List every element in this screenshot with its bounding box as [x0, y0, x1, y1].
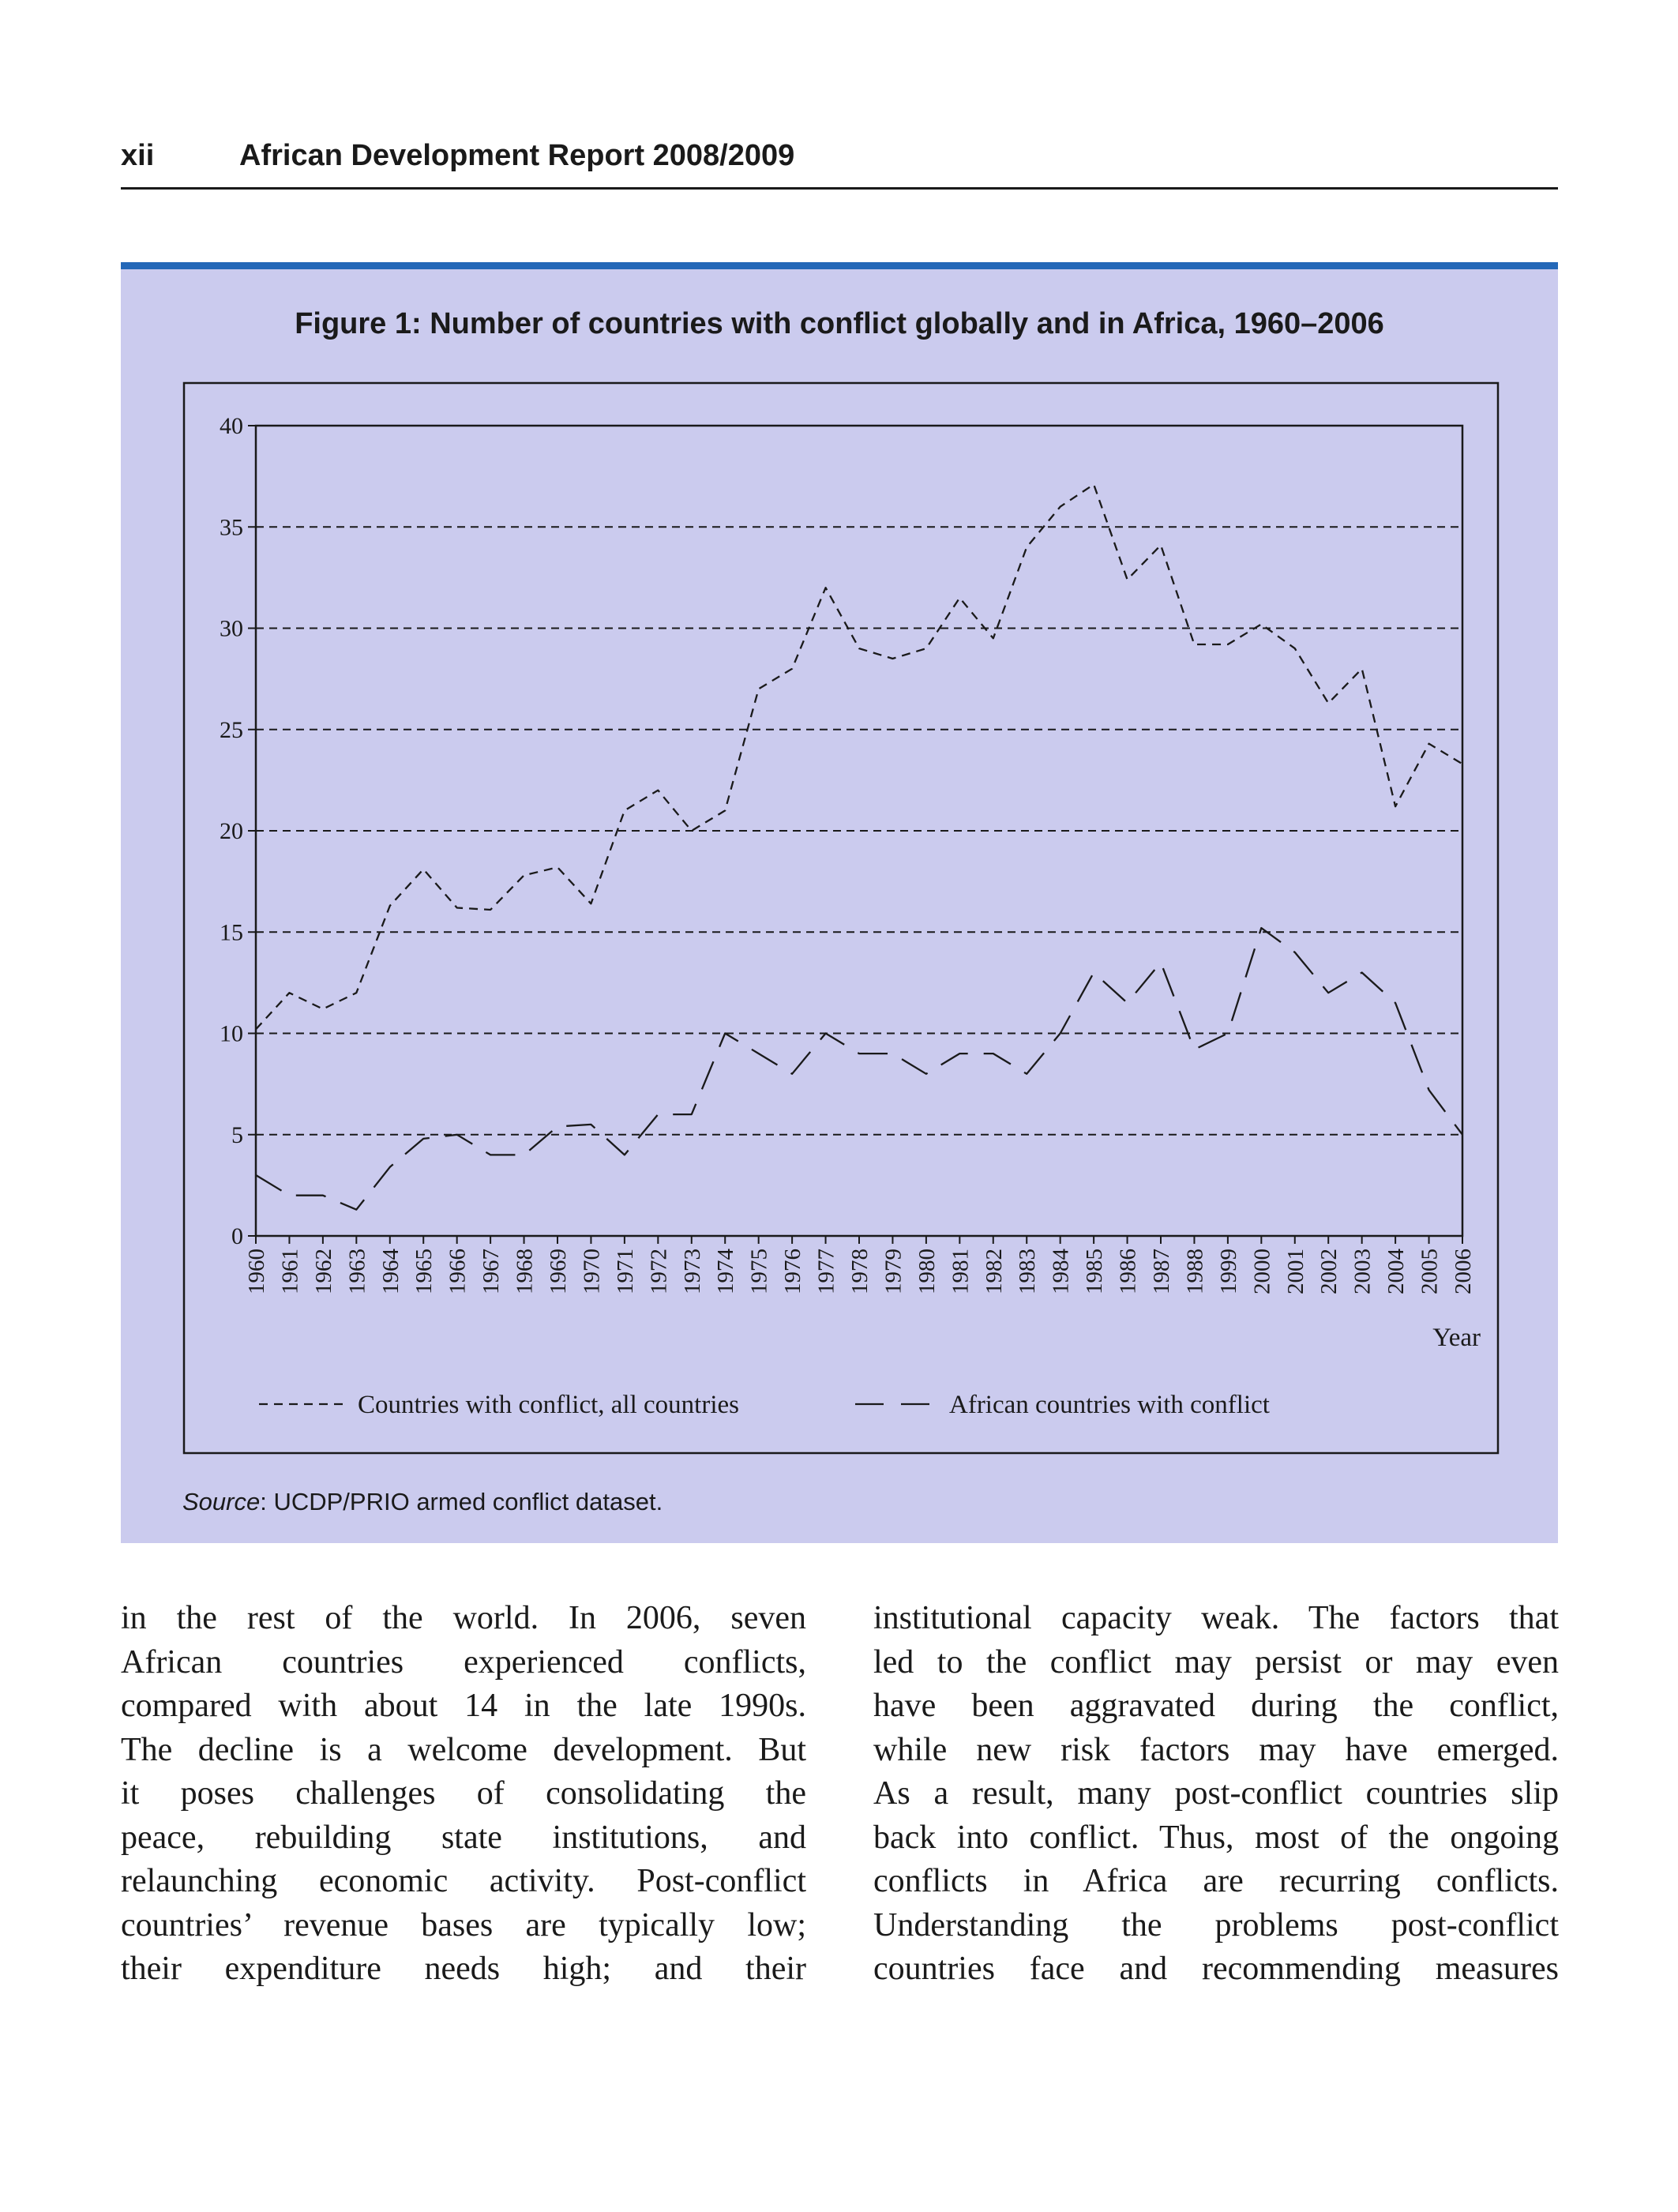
x-tick-label: 2001 — [1282, 1249, 1308, 1294]
x-tick-label: 2004 — [1383, 1249, 1410, 1294]
right-column-line: while new risk factors may have emerged. — [873, 1731, 1559, 1768]
x-tick-label: 1977 — [813, 1249, 839, 1294]
y-tick-label: 40 — [220, 413, 243, 439]
right-column-line: Understanding the problems post-conflict — [873, 1906, 1559, 1943]
x-tick-label: 1962 — [310, 1249, 336, 1294]
line-chart — [121, 269, 1558, 1533]
x-tick-label: 1986 — [1115, 1249, 1141, 1294]
left-column-line: relaunching economic activity. Post-conflict — [121, 1863, 806, 1899]
x-tick-label: 1968 — [512, 1249, 538, 1294]
series-line-african-countries — [256, 928, 1462, 1210]
x-tick-label: 1967 — [479, 1249, 505, 1294]
x-tick-label: 1987 — [1149, 1249, 1174, 1294]
x-tick-label: 1964 — [377, 1249, 404, 1294]
body-column-left — [121, 1597, 806, 1992]
right-column-line: led to the conflict may persist or may even — [873, 1643, 1559, 1681]
y-tick-label: 35 — [220, 514, 243, 541]
legend-label-african-countries: African countries with conflict — [949, 1391, 1270, 1419]
y-tick-label: 25 — [220, 716, 243, 743]
left-column-line: their expenditure needs high; and their — [121, 1951, 806, 1987]
y-tick-label: 20 — [220, 818, 243, 844]
x-tick-label: 1981 — [948, 1249, 974, 1294]
x-tick-label: 1980 — [914, 1249, 940, 1294]
x-tick-label: 1976 — [780, 1249, 806, 1294]
left-column-line: The decline is a welcome development. But — [121, 1731, 806, 1768]
source-label: Source — [182, 1488, 261, 1515]
x-tick-label: 2005 — [1417, 1249, 1443, 1294]
x-tick-label: 2003 — [1350, 1249, 1376, 1294]
right-column-line: institutional capacity weak. The factors that — [873, 1600, 1559, 1636]
source-text: : UCDP/PRIO armed conflict dataset. — [260, 1488, 663, 1515]
x-tick-label: 1960 — [244, 1249, 269, 1294]
x-tick-label: 1984 — [1048, 1249, 1074, 1294]
legend-label-all-countries: Countries with conflict, all countries — [358, 1391, 739, 1419]
y-tick-label: 5 — [231, 1121, 243, 1148]
x-tick-label: 1999 — [1215, 1249, 1241, 1294]
page-number: xii — [121, 139, 155, 172]
x-tick-label: 1973 — [679, 1249, 705, 1294]
figure-title: Figure 1: Number of countries with conflict globally and in Africa, 1960–2006 — [295, 307, 1384, 340]
x-tick-label: 1963 — [344, 1249, 370, 1294]
y-tick-label: 10 — [220, 1020, 243, 1047]
x-tick-label: 2006 — [1451, 1249, 1476, 1294]
x-tick-label: 1982 — [981, 1249, 1007, 1294]
x-tick-label: 1970 — [579, 1249, 605, 1294]
figure-panel — [121, 262, 1558, 1543]
body-column-right — [873, 1597, 1559, 1992]
x-tick-label: 1972 — [646, 1249, 672, 1294]
x-tick-label: 1965 — [411, 1249, 437, 1294]
x-tick-label: 1961 — [277, 1249, 303, 1294]
y-tick-label: 30 — [220, 615, 243, 642]
left-column-line: it poses challenges of consolidating the — [121, 1775, 806, 1812]
x-tick-label: 1983 — [1015, 1249, 1041, 1294]
report-title: African Development Report 2008/2009 — [239, 139, 795, 172]
x-tick-label: 1979 — [880, 1249, 907, 1294]
right-column-line: conflicts in Africa are recurring conflicts. — [873, 1863, 1559, 1899]
y-tick-label: 0 — [231, 1223, 243, 1249]
right-column-line: As a result, many post-conflict countries slip — [873, 1775, 1559, 1812]
x-tick-label: 1966 — [445, 1249, 471, 1294]
right-column-line: countries face and recommending measures — [873, 1951, 1559, 1987]
x-tick-label: 2002 — [1316, 1249, 1342, 1294]
x-tick-label: 1971 — [612, 1249, 638, 1294]
x-tick-label: 2000 — [1249, 1249, 1275, 1294]
x-tick-label: 1974 — [713, 1249, 739, 1294]
left-column-line: peace, rebuilding state institutions, and — [121, 1819, 806, 1856]
right-column-line: back into conflict. Thus, most of the ongoing — [873, 1819, 1559, 1856]
left-column-line: compared with about 14 in the late 1990s. — [121, 1688, 806, 1724]
y-tick-label: 15 — [220, 919, 243, 946]
left-column-line: countries’ revenue bases are typically low; — [121, 1906, 806, 1943]
series-line-all-countries — [256, 484, 1462, 1029]
left-column-line: in the rest of the world. In 2006, seven — [121, 1600, 806, 1636]
running-head — [121, 134, 1558, 190]
x-tick-label: 1978 — [847, 1249, 873, 1294]
x-tick-label: 1969 — [546, 1249, 571, 1294]
x-axis-label: Year — [1432, 1324, 1481, 1352]
x-tick-label: 1988 — [1182, 1249, 1208, 1294]
x-tick-label: 1975 — [746, 1249, 772, 1294]
left-column-line: African countries experienced conflicts, — [121, 1643, 806, 1681]
x-tick-label: 1985 — [1082, 1249, 1108, 1294]
source-note — [182, 1488, 663, 1516]
right-column-line: have been aggravated during the conflict, — [873, 1688, 1559, 1724]
